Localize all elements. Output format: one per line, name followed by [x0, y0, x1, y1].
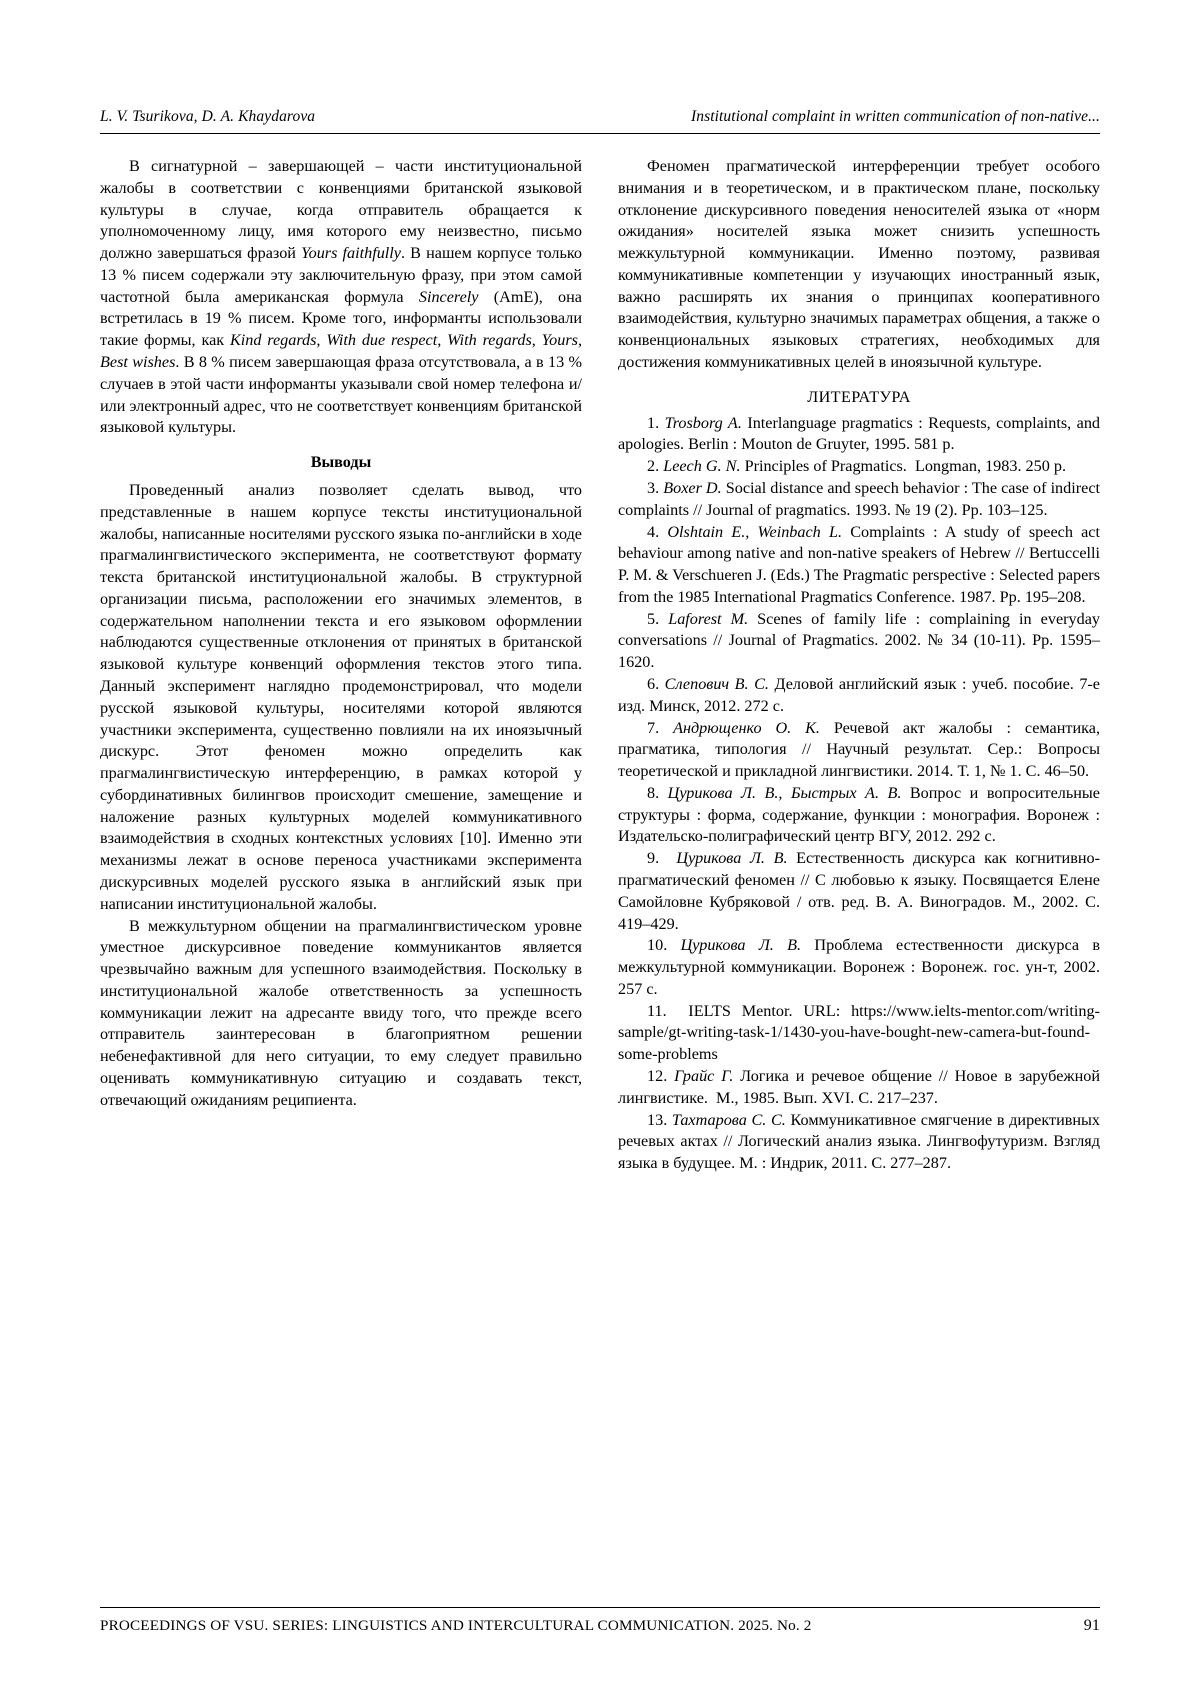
page-number: 91 — [1083, 1617, 1100, 1634]
paragraph-interference: Феномен прагматической интерференции требует особого внимания и в теоретическом, и в практическом плане, поскольку отклонение дискурсивного поведения неносителей языка от «норм ожидания» носителей языка может снизить успешность межкультурной коммуникации. Именно поэтому, развивая коммуникативные компетенции у изучающих иностранный язык, важно расширять их знания о принципах кооперативного взаимодействия, культурно значимых параметрах общения, а также о конвенциональных языковых стратегиях, необходимых для достижения коммуникативных целей в иноязычной культуре. — [618, 157, 1100, 372]
page-footer — [100, 1607, 1100, 1635]
footer-journal-line: PROCEEDINGS OF VSU. SERIES: LINGUISTICS AND INTERCULTURAL COMMUNICATION. 2025. No. 2 — [100, 1617, 812, 1634]
reference-item: 2. Leech G. N. Principles of Pragmatics. Longman, 1983. 250 p. — [647, 457, 1067, 476]
reference-item: 3. Boxer D. Social distance and speech behavior : The case of indirect complaints // Journal of pragmatics. 1993. № 19 (2). Pp. 103–125. — [618, 478, 1101, 519]
two-column-body — [100, 156, 1100, 1175]
running-head — [100, 108, 1100, 133]
reference-item: 5. Laforest M. Scenes of family life : complaining in everyday conversations // Journal of Pragmatics. 2002. № 34 (10-11). Pp. 1595–1620. — [618, 609, 1101, 672]
reference-item: 6. Слепович В. С. Деловой английский язык : учеб. пособие. 7-е изд. Минск, 2012. 272 с. — [618, 674, 1100, 715]
reference-item: 10. Цурикова Л. В. Проблема естественности дискурса в межкультурной коммуникации. Воронеж : Воронеж. гос. ун-т, 2002. 257 с. — [618, 936, 1100, 998]
reference-item: 8. Цурикова Л. В., Быстрых А. В. Вопрос и вопросительные структуры : форма, содержание, функции : монография. Воронеж : Издательско-полиграфический центр ВГУ, 2012. 292 с. — [618, 783, 1100, 846]
reference-item: 12. Грайс Г. Логика и речевое общение // Новое в зарубежной лингвистике. М., 1985. Вып. XVI. С. 217–237. — [618, 1067, 1100, 1107]
section-heading-references: ЛИТЕРАТУРА — [807, 387, 911, 406]
header-rule — [100, 133, 1100, 134]
footer-rule — [100, 1607, 1100, 1608]
reference-item: 4. Olshtain E., Weinbach L. Complaints : A study of speech act behaviour among native and non-native speakers of Hebrew // Bertuccelli P. M. & Verschueren J. (Eds.) The Pragmatic perspective : Selected papers from the 1985 International Pragmatics Conference. 1987. Pp. 195–208. — [618, 522, 1100, 606]
right-column — [618, 156, 1100, 1175]
reference-item: 7. Андрющенко О. К. Речевой акт жалобы : семантика, прагматика, типология // Научный результат. Сер.: Вопросы теоретической и прикладной лингвистики. 2014. Т. 1, № 1. С. 46–50. — [618, 718, 1100, 781]
reference-item: 9. Цурикова Л. В. Естественность дискурса как когнитивно-прагматический феномен // С любовью к языку. Посвящается Елене Самойловне Кубряковой / отв. ред. В. А. Виноградов. М., 2002. С. 419–429. — [618, 849, 1101, 933]
paragraph-signature-section: В сигнатурной – завершающей – части институциональной жалобы в соответствии с конвенциями британской языковой культуры в случае, когда отправитель обращается к уполномоченному лицу, имя которого ему неизвестно, письмо должно завершаться фразой Yours faithfully. В нашем корпусе только 13 % писем содержали эту заключительную фразу, при этом самой частотной была американская формула Sincerely (AmE), она встретилась в 19 % писем. Кроме того, информанты использовали такие формы, как Kind regards, With due respect, With regards, Yours, Best wishes. В 8 % писем завершающая фраза отсутствовала, а в 13 % случаев в этой части информанты указывали свой номер телефона и/или электронный адрес, что не соответствует конвенциям британской языковой культуры. — [100, 157, 583, 437]
paragraph-conclusion-1: Проведенный анализ позволяет сделать вывод, что представленные в нашем корпусе тексты институциональной жалобы, написанные носителями русского языка по-английски в ходе прагмалингвистического эксперимента, не соответствуют формату текста британской институциональной жалобы. В структурной организации письма, расположении его значимых элементов, в содержательном наполнении текста и его языковом оформлении наблюдаются существенные отклонения от принятых в британской языковой культуре конвенций оформления текстов этого типа. Данный эксперимент наглядно продемонстрировал, что модели русской языковой культуры, носителями которой являются участники эксперимента, существенно повлияли на их иноязычный дискурс. Этот феномен можно определить как прагмалингвистическую интерференцию, в рамках которой у субординативных билингвов происходит смешение, замещение и наложение разных культурных моделей коммуникативного взаимодействия в сходных контекстных условиях [10]. Именно эти механизмы лежат в основе переноса участниками эксперимента дискурсивных моделей русского языка в английский язык при написании институциональной жалобы. — [100, 480, 582, 913]
running-head-authors: L. V. Tsurikova, D. A. Khaydarova — [100, 108, 316, 125]
running-head-title: Institutional complaint in written communication of non-native... — [690, 108, 1100, 125]
reference-item: 13. Тахтарова С. С. Коммуникативное смягчение в директивных речевых актах // Логический анализ языка. Лингвофутуризм. Взгляд языка в будущее. М. : Индрик, 2011. С. 277–287. — [618, 1110, 1101, 1173]
paragraph-conclusion-2: В межкультурном общении на прагмалингвистическом уровне уместное дискурсивное поведение коммуникантов является чрезвычайно важным для успешного взаимодействия. Поскольку в институциональной жалобе ответственность за успешность коммуникации лежит на адресанте ввиду того, что прежде всего отправитель заинтересован в благоприятном решении небенефактивной для него ситуации, то ему следует правильно оценивать коммуникативную ситуацию и создавать текст, отвечающий ожиданиям реципиента. — [100, 916, 582, 1109]
reference-item: 11. IELTS Mentor. URL: https://www.ielts-mentor.com/writing-sample/gt-writing-task-1/1430-you-have-bought-new-camera-but-found-some-problems — [618, 1001, 1100, 1064]
section-heading-conclusions: Выводы — [310, 453, 372, 472]
left-column — [100, 156, 582, 1112]
reference-item: 1. Trosborg A. Interlanguage pragmatics : Requests, complaints, and apologies. Berlin : Mouton de Gruyter, 1995. 581 p. — [618, 413, 1101, 454]
